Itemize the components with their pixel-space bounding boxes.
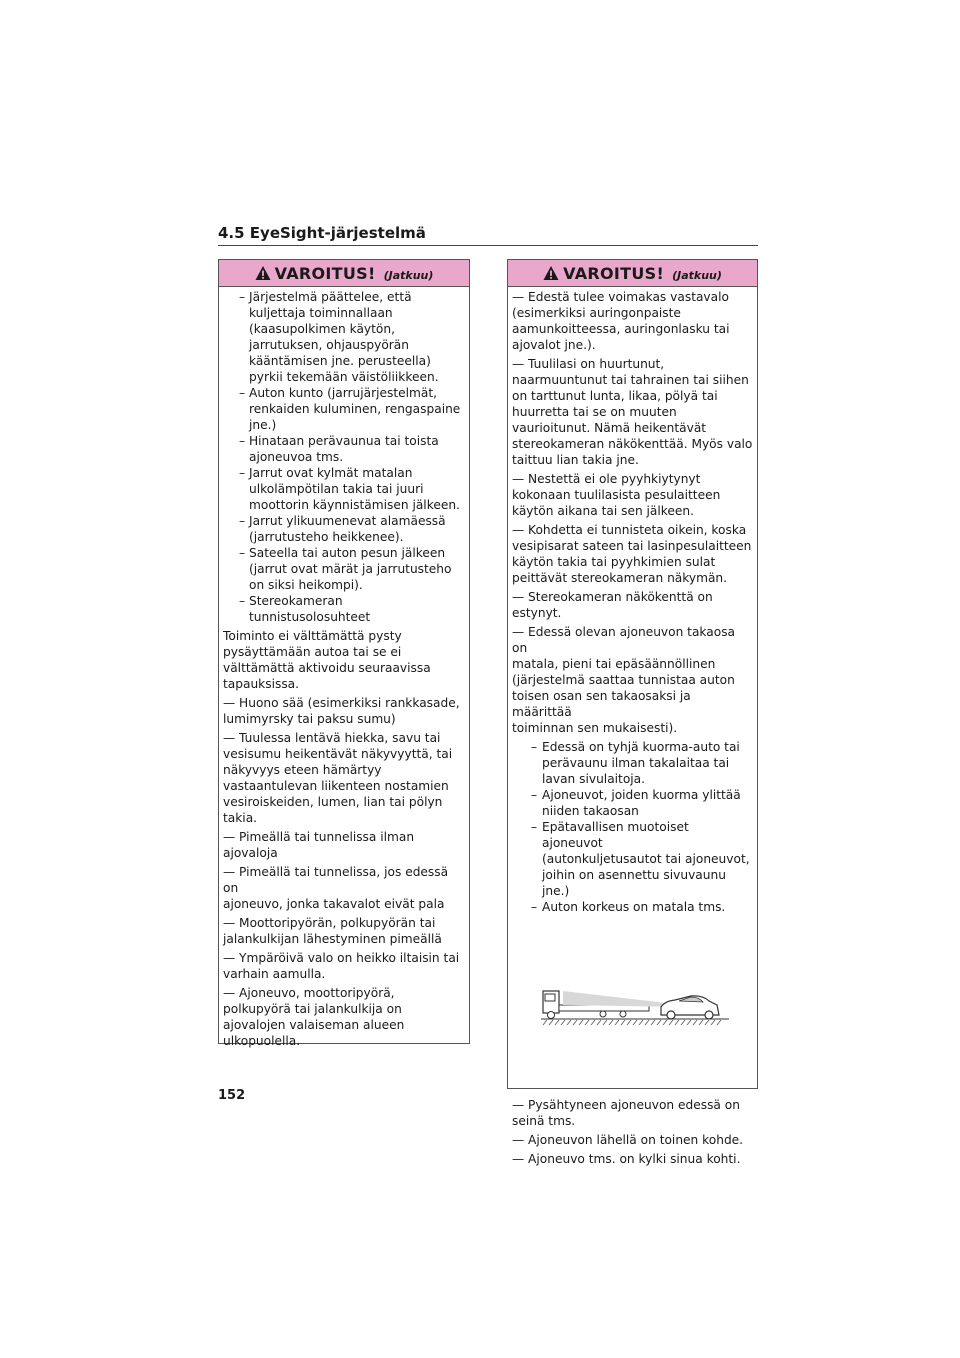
text-line: kokonaan tuulilasista pesulaitteen [512, 488, 721, 502]
text-line: — Edessä olevan ajoneuvon takaosa on [512, 625, 736, 655]
list-item: – Auton kunto (jarrujärjestelmät, renkaiden kuluminen, rengaspaine jne.) [239, 386, 461, 432]
text-line: Stereokameran [249, 594, 343, 608]
warning-triangle-icon [543, 265, 559, 281]
text-line: lavan sivulaitoja. [542, 772, 646, 786]
text-line: ajoneuvo, jonka takavalot eivät pala [223, 897, 445, 911]
paragraph [512, 1097, 753, 1129]
section-header: 4.5 EyeSight-järjestelmä [218, 224, 758, 246]
text-line: pyrkii tekemään väistöliikkeen. [249, 370, 439, 384]
text-line: näkyvyys eteen hämärtyy [223, 763, 382, 777]
warning-title: VAROITUS! [274, 263, 376, 283]
text-line: Sateella tai auton pesun jälkeen [249, 546, 446, 560]
page-number: 152 [218, 1088, 246, 1103]
text-line: välttämättä aktivoidu seuraavissa [223, 661, 431, 675]
text-line: matala, pieni tai epäsäännöllinen [512, 657, 716, 671]
warning-triangle-icon [255, 265, 271, 281]
text-line: ulkolämpötilan takia tai juuri [249, 482, 424, 496]
warning-header [508, 260, 757, 287]
paragraph [223, 695, 465, 727]
paragraph [512, 1132, 753, 1148]
text-line: Hinataan perävaunua tai toista [249, 434, 439, 448]
text-line: seinä tms. [512, 1114, 576, 1128]
text-line: vesipisarat sateen tai lasinpesulaitteen [512, 539, 752, 553]
text-line: jne.) [249, 418, 277, 432]
text-line: toiminnan sen mukaisesti). [512, 721, 678, 735]
text-line: toisen osan sen takaosaksi ja määrittää [512, 689, 691, 719]
text-line: — Ympäröivä valo on heikko iltaisin tai [223, 951, 460, 965]
text-line: niiden takaosan [542, 804, 639, 818]
text-line: — Pysähtyneen ajoneuvon edessä on [512, 1098, 740, 1112]
list-item: – Epätavallisen muotoiset ajoneuvot (autonkuljetusautot tai ajoneuvot, joihin on asennettu sivuvaunu jne.) [531, 820, 750, 898]
text-line: stereokameran näkökenttää. Myös valo [512, 437, 753, 451]
text-line: polkupyörä tai jalankulkija on [223, 1002, 402, 1016]
text-line: estynyt. [512, 606, 562, 620]
paragraph [512, 589, 753, 621]
text-line: — Pimeällä tai tunnelissa, jos edessä on [223, 865, 449, 895]
text-line: ajovalojen valaiseman alueen [223, 1018, 405, 1032]
text-line: aamunkoitteessa, auringonlasku tai [512, 322, 730, 336]
text-line: Jarrut ovat kylmät matalan [249, 466, 413, 480]
text-line: Toiminto ei välttämättä pysty [223, 629, 402, 643]
text-line: Epätavallisen muotoiset ajoneuvot [542, 820, 689, 850]
text-line: (jarrut ovat märät ja jarrutusteho [249, 562, 452, 576]
text-line: naarmuuntunut tai tahrainen tai siihen [512, 373, 749, 387]
text-line: varhain aamulla. [223, 967, 326, 981]
warning-continued: (Jatkuu) [672, 268, 722, 282]
warning-continued: (Jatkuu) [383, 268, 434, 282]
text-line: ajovalot jne.). [512, 338, 596, 352]
text-line: — Ajoneuvon lähellä on toinen kohde. [512, 1133, 744, 1147]
text-line: Auton kunto (jarrujärjestelmät, [249, 386, 438, 400]
text-line: — Tuulessa lentävä hiekka, savu tai [223, 731, 441, 745]
text-line: — Huono sää (esimerkiksi rankkasade, [223, 696, 460, 710]
text-line: taittuu lian takia jne. [512, 453, 639, 467]
text-line: — Kohdetta ei tunnisteta oikein, koska [512, 523, 747, 537]
text-line: pysäyttämään autoa tai se ei [223, 645, 402, 659]
text-line: (autonkuljetusautot tai ajoneuvot, [542, 852, 750, 866]
text-line: jarrutuksen, ohjauspyörän [249, 338, 409, 352]
text-line: renkaiden kuluminen, rengaspaine [249, 402, 461, 416]
paragraph [512, 471, 753, 519]
list-item: – Jarrut ovat kylmät matalan ulkolämpötilan takia tai juuri moottorin käynnistämisen jälkeen. [239, 466, 460, 512]
list-item: – Auton korkeus on matala tms. [531, 900, 726, 914]
truck-and-car-icon [533, 981, 733, 1031]
text-line: ajovaloja [223, 846, 278, 860]
text-line: vesisumu heikentävät näkyvyyttä, tai [223, 747, 453, 761]
text-line: Järjestelmä päättelee, että [249, 290, 412, 304]
text-line: vesiroiskeiden, lumen, lian tai pölyn [223, 795, 443, 809]
list-item: – Sateella tai auton pesun jälkeen (jarrut ovat märät ja jarrutusteho on siksi heikompi). [239, 546, 452, 592]
text-line: perävaunu ilman takalaitaa tai [542, 756, 730, 770]
warning-header [219, 260, 469, 287]
warning-box-left [218, 259, 470, 1048]
text-line: (esimerkiksi auringonpaiste [512, 306, 681, 320]
list-item: – Stereokameran tunnistusolosuhteet [239, 594, 371, 624]
text-line: — Ajoneuvo, moottoripyörä, [223, 986, 395, 1000]
text-line: tunnistusolosuhteet [249, 610, 371, 624]
paragraph [512, 624, 753, 736]
text-line: moottorin käynnistämisen jälkeen. [249, 498, 460, 512]
text-line: Jarrut ylikuumenevat alamäessä [249, 514, 446, 528]
text-line: — Pimeällä tai tunnelissa ilman [223, 830, 415, 844]
text-line: (jarrutusteho heikkenee). [249, 530, 404, 544]
paragraph [512, 289, 753, 353]
truck-car-illustration [512, 921, 753, 1091]
text-line: on tarttunut lunta, likaa, pölyä tai [512, 389, 718, 403]
text-line: ajoneuvoa tms. [249, 450, 344, 464]
paragraph [223, 628, 465, 692]
text-line: — Stereokameran näkökenttä on [512, 590, 713, 604]
paragraph [223, 730, 465, 826]
text-line: peittävät stereokameran näkymän. [512, 571, 728, 585]
paragraph [223, 864, 465, 912]
warning-title: VAROITUS! [563, 263, 665, 283]
text-line: käytön aikana tai sen jälkeen. [512, 504, 695, 518]
text-line: Auton korkeus on matala tms. [542, 900, 726, 914]
warning-body-left [219, 287, 469, 1058]
text-line: Ajoneuvot, joiden kuorma ylittää [542, 788, 741, 802]
paragraph [512, 522, 753, 586]
paragraph [223, 950, 465, 982]
list-item: – Hinataan perävaunua tai toista ajoneuvoa tms. [239, 434, 439, 464]
text-line: huurretta tai se on muuten [512, 405, 677, 419]
text-line: — Tuulilasi on huurtunut, [512, 357, 665, 371]
text-line: Edessä on tyhjä kuorma-auto tai [542, 740, 740, 754]
paragraph [223, 985, 465, 1049]
text-line: takia. [223, 811, 258, 825]
text-line: ulkopuolella. [223, 1034, 301, 1048]
list-item: – Ajoneuvot, joiden kuorma ylittää niiden takaosan [531, 788, 741, 818]
text-line: — Nestettä ei ole pyyhkiytynyt [512, 472, 701, 486]
paragraph [512, 356, 753, 468]
text-line: joihin on asennettu sivuvaunu jne.) [542, 868, 726, 898]
text-line: vastaantulevan liikenteen nostamien [223, 779, 449, 793]
text-line: jalankulkijan lähestyminen pimeällä [223, 932, 442, 946]
paragraph [223, 829, 465, 861]
text-line: (järjestelmä saattaa tunnistaa auton [512, 673, 735, 687]
text-line: lumimyrsky tai paksu sumu) [223, 712, 396, 726]
text-line: tapauksissa. [223, 677, 300, 691]
list-item: – Jarrut ylikuumenevat alamäessä (jarrutusteho heikkenee). [239, 514, 446, 544]
paragraph [223, 915, 465, 947]
text-line: kääntämisen jne. perusteella) [249, 354, 431, 368]
text-line: käytön takia tai pyyhkimien sulat [512, 555, 716, 569]
text-line: — Edestä tulee voimakas vastavalo [512, 290, 729, 304]
text-line: — Ajoneuvo tms. on kylki sinua kohti. [512, 1152, 741, 1166]
list-item: – Järjestelmä päättelee, että kuljettaja toiminnallaan (kaasupolkimen käytön, jarrutuksen, ohjauspyörän kääntämisen jne. perusteella) pyrkii tekemään väistöliikkeen. [239, 290, 439, 384]
text-line: — Moottoripyörän, polkupyörän tai [223, 916, 436, 930]
paragraph [512, 1151, 753, 1167]
warning-body-right [508, 287, 757, 1176]
text-line: kuljettaja toiminnallaan [249, 306, 393, 320]
text-line: vaurioitunut. Nämä heikentävät [512, 421, 707, 435]
text-line: on siksi heikompi). [249, 578, 363, 592]
warning-box-right [507, 259, 758, 1166]
list-item: – Edessä on tyhjä kuorma-auto tai perävaunu ilman takalaitaa tai lavan sivulaitoja. [531, 740, 740, 786]
text-line: (kaasupolkimen käytön, [249, 322, 395, 336]
